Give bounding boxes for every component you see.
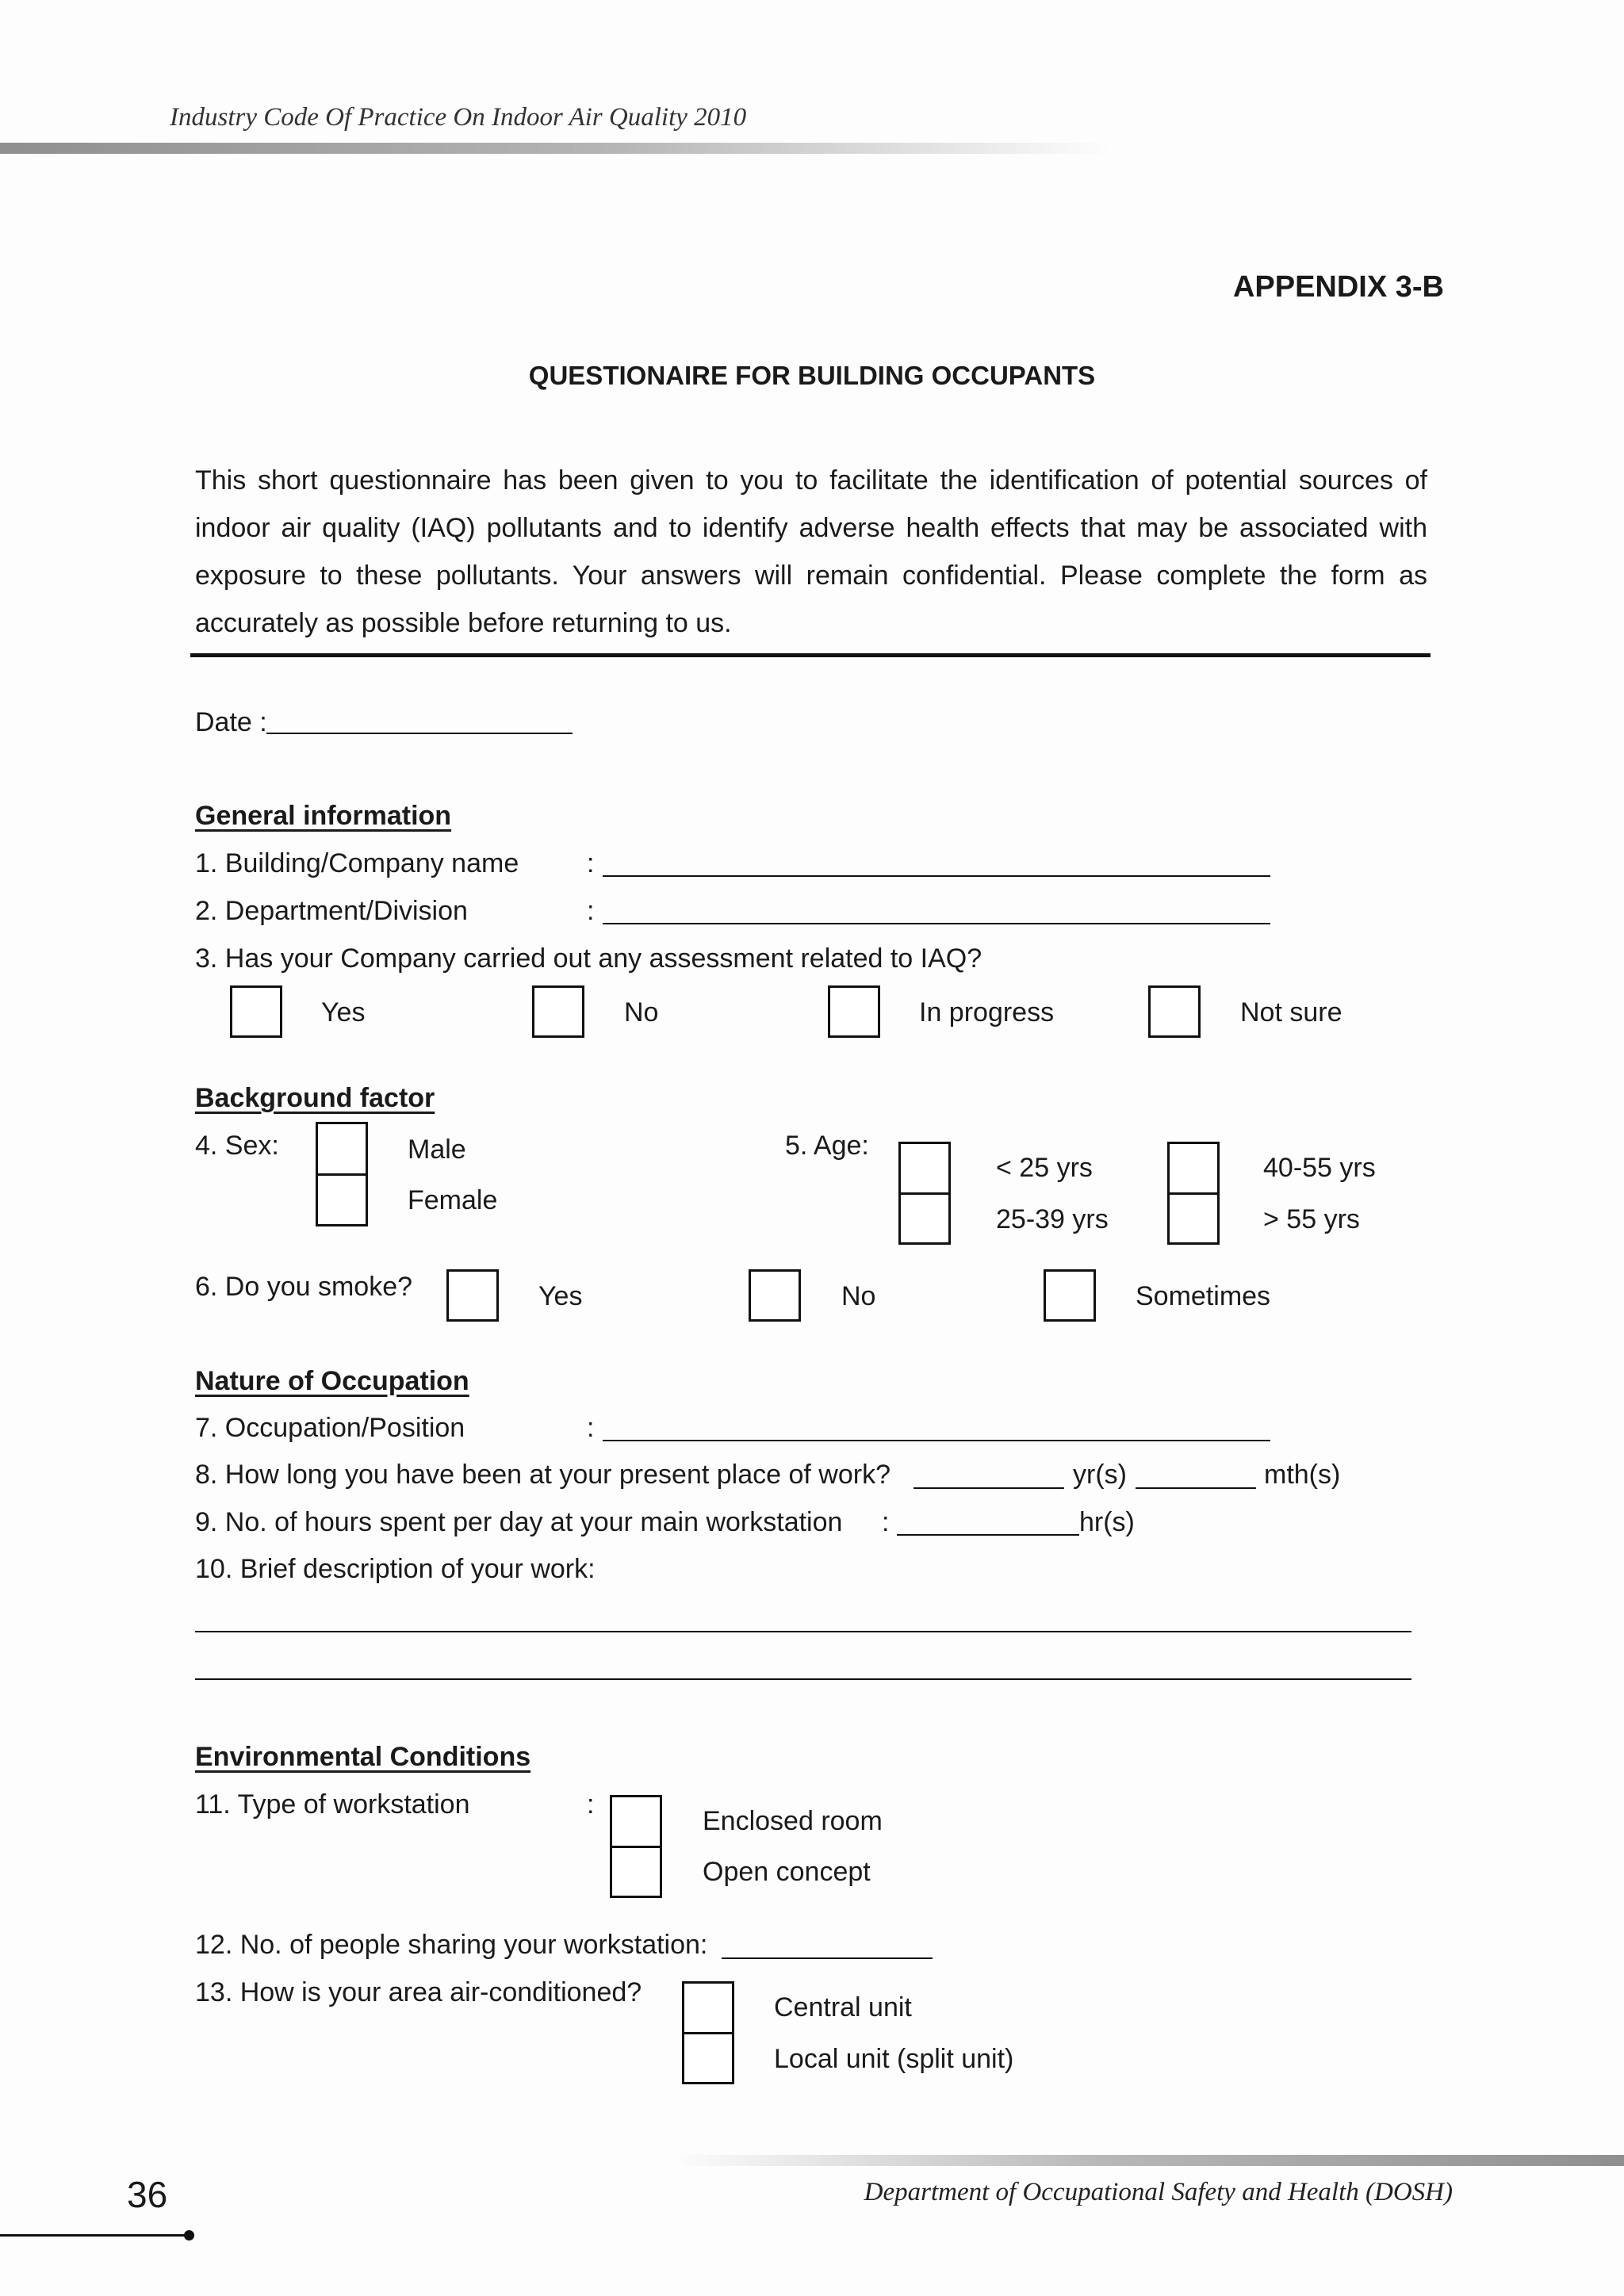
q13-label: 13. How is your area air-conditioned? — [195, 1977, 642, 2007]
appendix-label: APPENDIX 3-B — [1232, 270, 1444, 304]
occupation-field[interactable] — [603, 1440, 1270, 1441]
background-heading: Background factor — [195, 1083, 435, 1113]
q10-label: 10. Brief description of your work: — [195, 1554, 596, 1584]
q3-in-progress-label: In progress — [919, 997, 1055, 1027]
months-field[interactable] — [1136, 1487, 1256, 1489]
enclosed-room-label: Enclosed room — [703, 1806, 883, 1836]
company-name-field[interactable] — [603, 875, 1270, 877]
q3-no-label: No — [624, 997, 659, 1027]
smoke-no-checkbox[interactable] — [749, 1269, 801, 1322]
age-40-55-checkbox[interactable] — [1167, 1142, 1220, 1193]
local-unit-checkbox[interactable] — [682, 2033, 734, 2084]
q4-label: 4. Sex: — [195, 1131, 279, 1161]
age-over-55-label: > 55 yrs — [1263, 1204, 1360, 1234]
age-under-25-label: < 25 yrs — [996, 1153, 1093, 1183]
smoke-no-label: No — [841, 1281, 876, 1311]
age-40-55-label: 40-55 yrs — [1263, 1153, 1376, 1183]
age-25-39-label: 25-39 yrs — [996, 1204, 1109, 1234]
page-number-rule — [0, 2234, 189, 2237]
environment-heading: Environmental Conditions — [195, 1742, 531, 1772]
work-description-line-1[interactable] — [195, 1631, 1411, 1632]
q1-colon: : — [587, 848, 595, 878]
q8-label: 8. How long you have been at your present place of work? — [195, 1460, 891, 1490]
sex-female-label: Female — [408, 1185, 498, 1215]
q12-label: 12. No. of people sharing your workstation: — [195, 1930, 708, 1960]
q8-years-unit: yr(s) — [1073, 1460, 1127, 1490]
general-heading: General information — [195, 801, 452, 831]
q6-label: 6. Do you smoke? — [195, 1272, 413, 1302]
central-unit-checkbox[interactable] — [682, 1981, 734, 2033]
years-field[interactable] — [914, 1487, 1064, 1489]
local-unit-label: Local unit (split unit) — [774, 2044, 1014, 2074]
q3-no-checkbox[interactable] — [532, 985, 584, 1038]
page-title: QUESTIONAIRE FOR BUILDING OCCUPANTS — [528, 361, 1096, 390]
q3-in-progress-checkbox[interactable] — [828, 985, 880, 1038]
q11-label: 11. Type of workstation — [195, 1789, 470, 1820]
department-field[interactable] — [603, 923, 1270, 924]
q2-colon: : — [587, 896, 595, 926]
q3-yes-checkbox[interactable] — [230, 985, 282, 1038]
open-concept-label: Open concept — [703, 1857, 871, 1887]
date-field[interactable] — [266, 733, 573, 734]
q11-colon: : — [587, 1789, 595, 1820]
age-over-55-checkbox[interactable] — [1167, 1193, 1220, 1245]
sex-male-checkbox[interactable] — [316, 1122, 368, 1174]
q3-yes-label: Yes — [321, 997, 366, 1027]
hours-field[interactable] — [897, 1534, 1079, 1536]
q5-label: 5. Age: — [785, 1131, 869, 1161]
q3-not-sure-label: Not sure — [1240, 997, 1342, 1027]
q3-label: 3. Has your Company carried out any assessment related to IAQ? — [195, 943, 982, 974]
date-label: Date : — [195, 707, 267, 737]
work-description-line-2[interactable] — [195, 1678, 1411, 1680]
open-concept-checkbox[interactable] — [610, 1846, 662, 1898]
section-divider — [190, 653, 1431, 657]
footer-rule — [671, 2155, 1624, 2166]
page-number: 36 — [127, 2174, 168, 2215]
q9-hours-unit: hr(s) — [1079, 1507, 1135, 1537]
q9-colon: : — [882, 1507, 890, 1537]
q3-not-sure-checkbox[interactable] — [1148, 985, 1201, 1038]
page-number-dot — [184, 2230, 194, 2241]
q2-label: 2. Department/Division — [195, 896, 468, 926]
sex-male-label: Male — [408, 1135, 466, 1165]
footer-department: Department of Occupational Safety and Health (DOSH) — [864, 2178, 1453, 2206]
q1-label: 1. Building/Company name — [195, 848, 519, 878]
people-sharing-field[interactable] — [722, 1957, 933, 1959]
smoke-sometimes-checkbox[interactable] — [1044, 1269, 1096, 1322]
age-25-39-checkbox[interactable] — [898, 1193, 951, 1245]
central-unit-label: Central unit — [774, 1992, 912, 2022]
smoke-sometimes-label: Sometimes — [1136, 1281, 1271, 1311]
header-rule — [0, 143, 1110, 154]
occupation-heading: Nature of Occupation — [195, 1366, 469, 1396]
running-header: Industry Code Of Practice On Indoor Air Quality 2010 — [170, 103, 747, 132]
q8-months-unit: mth(s) — [1264, 1460, 1341, 1490]
enclosed-room-checkbox[interactable] — [610, 1795, 662, 1846]
q7-label: 7. Occupation/Position — [195, 1413, 465, 1443]
age-under-25-checkbox[interactable] — [898, 1142, 951, 1193]
q9-label: 9. No. of hours spent per day at your main workstation — [195, 1507, 843, 1537]
smoke-yes-label: Yes — [538, 1281, 583, 1311]
smoke-yes-checkbox[interactable] — [446, 1269, 499, 1322]
intro-paragraph: This short questionnaire has been given to you to facilitate the identification of potential sources of indoor air quality (IAQ) pollutants and to identify adverse health effects that may be associated with exposure to these pollutants. Your answers will remain confidential. Please complete the form as accurately as possible before returning to us. — [195, 465, 1427, 638]
sex-female-checkbox[interactable] — [316, 1174, 368, 1226]
q7-colon: : — [587, 1413, 595, 1443]
